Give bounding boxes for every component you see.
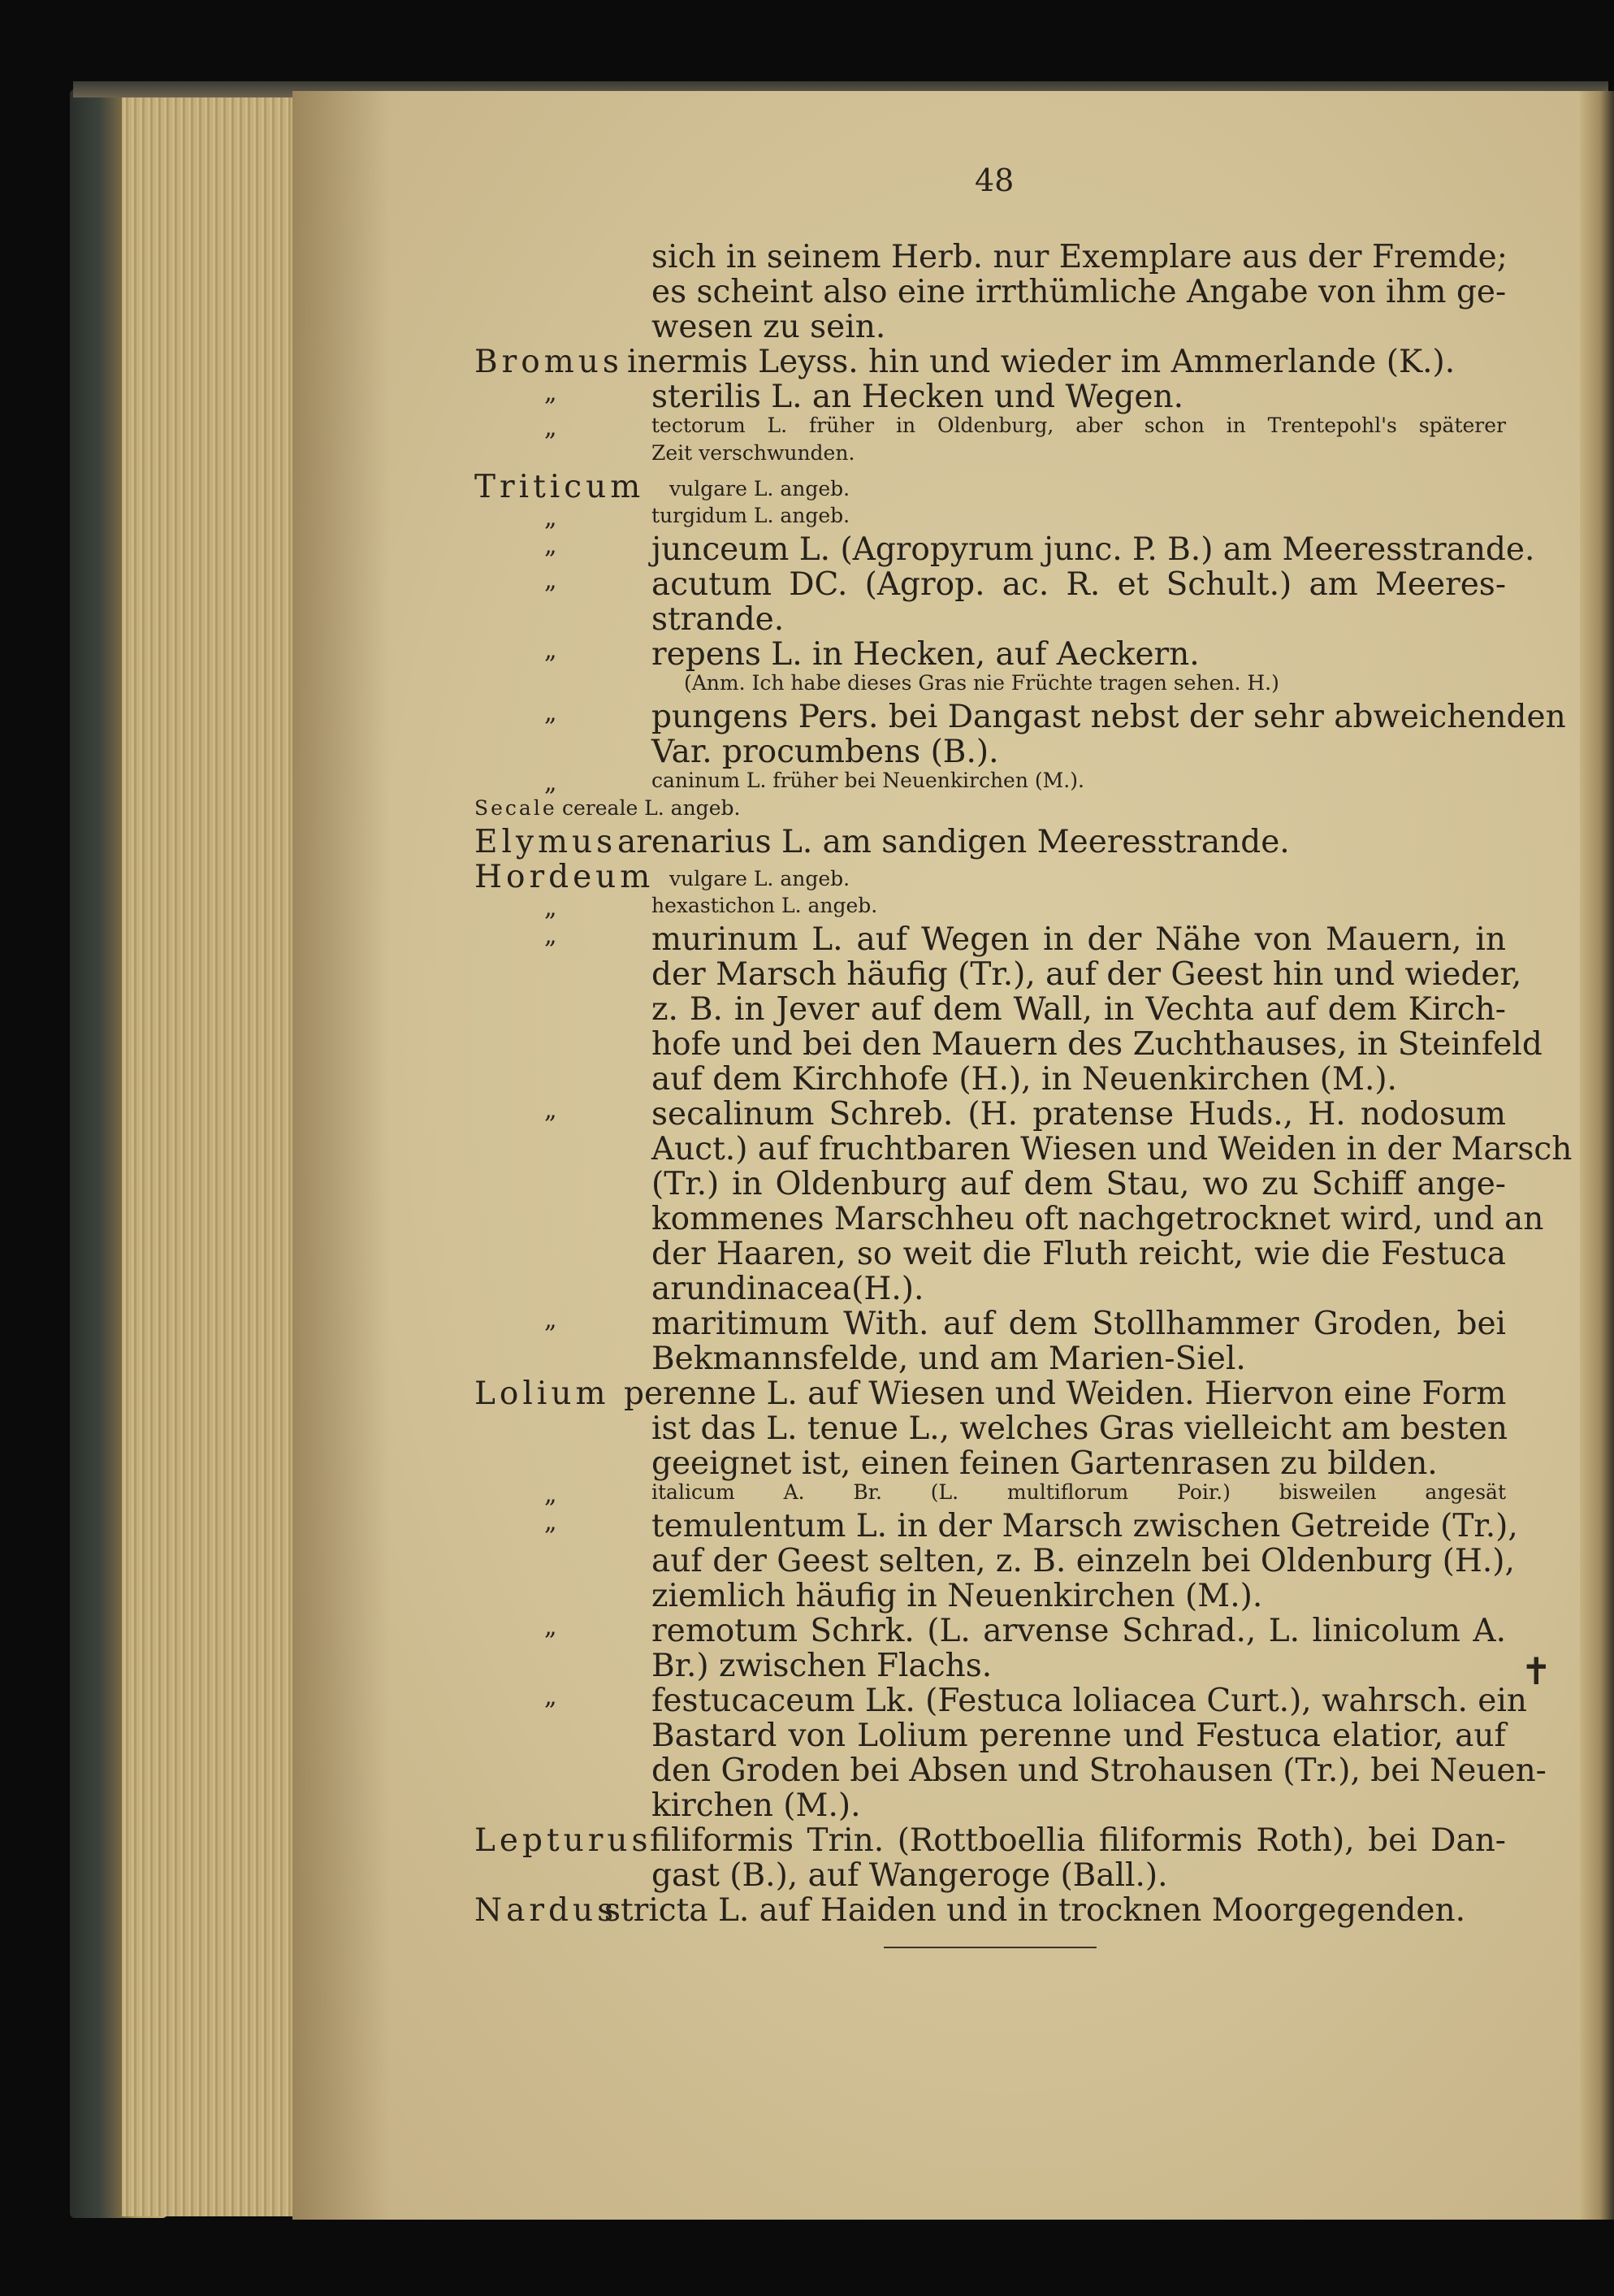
entry-line: „ sterilis L. an Hecken und Wegen. bbox=[544, 379, 1184, 415]
page-stack-edge bbox=[122, 96, 309, 2216]
genus-name: Nardus bbox=[474, 1892, 618, 1929]
entry-line: „ murinum L. auf Wegen in der Nähe von Mauern, in bbox=[544, 921, 1506, 958]
ditto-mark: „ bbox=[544, 566, 557, 595]
entry-lepturus: Lepturus filiformis Trin. (Rottboellia filiformis Roth), bei Dan- bbox=[474, 1822, 1506, 1859]
ditto-mark: „ bbox=[544, 769, 557, 797]
text-line: es scheint also eine irrthümliche Angabe von ihm ge- bbox=[651, 274, 1507, 310]
entry-bromus: Bromus inermis Leyss. hin und wieder im Ammerlande (K.). bbox=[474, 344, 1456, 380]
entry-line: „ acutum DC. (Agrop. ac. R. et Schult.) am Meeres- bbox=[544, 566, 1506, 603]
genus-name: Secale bbox=[474, 796, 557, 820]
page-right-edge bbox=[1580, 91, 1614, 2220]
entry-line: „ hexastichon L. angeb. bbox=[544, 894, 878, 922]
entry-line: ziemlich häufig in Neuenkirchen (M.). bbox=[651, 1578, 1263, 1614]
ditto-mark: „ bbox=[544, 1683, 557, 1711]
entry-line: arundinacea(H.). bbox=[651, 1271, 924, 1307]
genus-name: Hordeum bbox=[474, 859, 655, 895]
ditto-mark: „ bbox=[544, 1508, 557, 1536]
entry-line: „ festucaceum Lk. (Festuca loliacea Curt.), wahrsch. ein bbox=[544, 1683, 1527, 1719]
entry-line: „ italicum A. Br. (L. multiflorum Poir.) bisweilen angesät bbox=[544, 1480, 1506, 1509]
entry-hordeum: Hordeum vulgare L. angeb. bbox=[474, 859, 850, 895]
entry-line: z. B. in Jever auf dem Wall, in Vechta auf dem Kirch- bbox=[651, 991, 1506, 1028]
entry-line: „ turgidum L. angeb. bbox=[544, 504, 850, 532]
entry-note: (Anm. Ich habe dieses Gras nie Früchte tragen sehen. H.) bbox=[684, 671, 1279, 695]
ditto-mark: „ bbox=[544, 1613, 557, 1641]
entry-line: „ pungens Pers. bei Dangast nebst der sehr abweichenden bbox=[544, 699, 1566, 735]
entry-line: geeignet ist, einen feinen Gartenrasen zu bilden. bbox=[651, 1445, 1438, 1482]
ditto-mark: „ bbox=[544, 699, 557, 727]
ditto-mark: „ bbox=[544, 636, 557, 665]
entry-line: Zeit verschwunden. bbox=[651, 441, 855, 465]
entry-line: strande. bbox=[651, 601, 785, 638]
entry-line: „ tectorum L. früher in Oldenburg, aber schon in Trentepohl's späterer bbox=[544, 414, 1506, 442]
page-gutter-shadow bbox=[292, 91, 390, 2220]
page-number: 48 bbox=[975, 162, 1015, 198]
ditto-mark: „ bbox=[544, 894, 557, 922]
genus-name: Elymus bbox=[474, 824, 617, 860]
text-line: wesen zu sein. bbox=[651, 309, 886, 345]
entry-line: kirchen (M.). bbox=[651, 1787, 861, 1824]
entry-line: auf der Geest selten, z. B. einzeln bei Oldenburg (H.), bbox=[651, 1543, 1515, 1579]
entry-triticum: Triticum vulgare L. angeb. bbox=[474, 469, 850, 505]
entry-line: Bekmannsfelde, und am Marien-Siel. bbox=[651, 1341, 1246, 1377]
entry-line: „ secalinum Schreb. (H. pratense Huds., H. nodosum bbox=[544, 1096, 1506, 1133]
entry-line: gast (B.), auf Wangeroge (Ball.). bbox=[651, 1857, 1168, 1894]
ditto-mark: „ bbox=[544, 1306, 557, 1334]
entry-line: „ repens L. in Hecken, auf Aeckern. bbox=[544, 636, 1200, 673]
entry-lolium: Lolium perenne L. auf Wiesen und Weiden. Hiervon eine Form bbox=[474, 1375, 1507, 1412]
entry-line: „ maritimum With. auf dem Stollhammer Groden, bei bbox=[544, 1306, 1506, 1342]
entry-nardus: Nardus stricta L. auf Haiden und in trocknen Moorgegenden. bbox=[474, 1892, 1466, 1929]
text-line: sich in seinem Herb. nur Exemplare aus der Fremde; bbox=[651, 239, 1508, 275]
entry-line: den Groden bei Absen und Strohausen (Tr.), bei Neuen- bbox=[651, 1752, 1547, 1789]
genus-name: Lolium bbox=[474, 1375, 610, 1412]
ditto-mark: „ bbox=[544, 921, 557, 950]
entry-line: hofe und bei den Mauern des Zuchthauses, in Steinfeld bbox=[651, 1026, 1543, 1063]
genus-name: Lepturus bbox=[474, 1822, 652, 1859]
ditto-mark: „ bbox=[544, 379, 557, 407]
entry-elymus: Elymus arenarius L. am sandigen Meeresstrande. bbox=[474, 824, 1290, 860]
entry-line: der Marsch häufig (Tr.), auf der Geest hin und wieder, bbox=[651, 956, 1522, 993]
ditto-mark: „ bbox=[544, 1480, 557, 1509]
entry-line: kommenes Marschheu oft nachgetrocknet wird, und an bbox=[651, 1201, 1544, 1237]
ditto-mark: „ bbox=[544, 414, 557, 442]
entry-line: „ caninum L. früher bei Neuenkirchen (M.). bbox=[544, 769, 1084, 797]
entry-line: auf dem Kirchhofe (H.), in Neuenkirchen (M.). bbox=[651, 1061, 1397, 1098]
entry-line: ist das L. tenue L., welches Gras vielleicht am besten bbox=[651, 1410, 1508, 1447]
entry-line: Var. procumbens (B.). bbox=[651, 734, 999, 770]
entry-line: (Tr.) in Oldenburg auf dem Stau, wo zu Schiff ange- bbox=[651, 1166, 1506, 1202]
entry-secale: Secale cereale L. angeb. bbox=[474, 796, 741, 820]
entry-line: „ remotum Schrk. (L. arvense Schrad., L. linicolum A. bbox=[544, 1613, 1506, 1649]
genus-name: Triticum bbox=[474, 469, 645, 505]
entry-line: Br.) zwischen Flachs. bbox=[651, 1648, 993, 1684]
entry-line: Auct.) auf fruchtbaren Wiesen und Weiden in der Marsch bbox=[651, 1131, 1573, 1167]
entry-line: der Haaren, so weit die Fluth reicht, wie die Festuca bbox=[651, 1236, 1506, 1272]
entry-line: Bastard von Lolium perenne und Festuca elatior, auf bbox=[651, 1718, 1506, 1754]
entry-line: „ temulentum L. in der Marsch zwischen Getreide (Tr.), bbox=[544, 1508, 1518, 1544]
ditto-mark: „ bbox=[544, 531, 557, 560]
ditto-mark: „ bbox=[544, 1096, 557, 1124]
entry-line: „ junceum L. (Agropyrum junc. P. B.) am Meeresstrande. bbox=[544, 531, 1535, 568]
handwritten-margin-mark: ✝ bbox=[1521, 1649, 1552, 1693]
page-body bbox=[474, 239, 1573, 1929]
ditto-mark: „ bbox=[544, 504, 557, 532]
genus-name: Bromus bbox=[474, 344, 623, 380]
section-divider bbox=[884, 1947, 1097, 1948]
